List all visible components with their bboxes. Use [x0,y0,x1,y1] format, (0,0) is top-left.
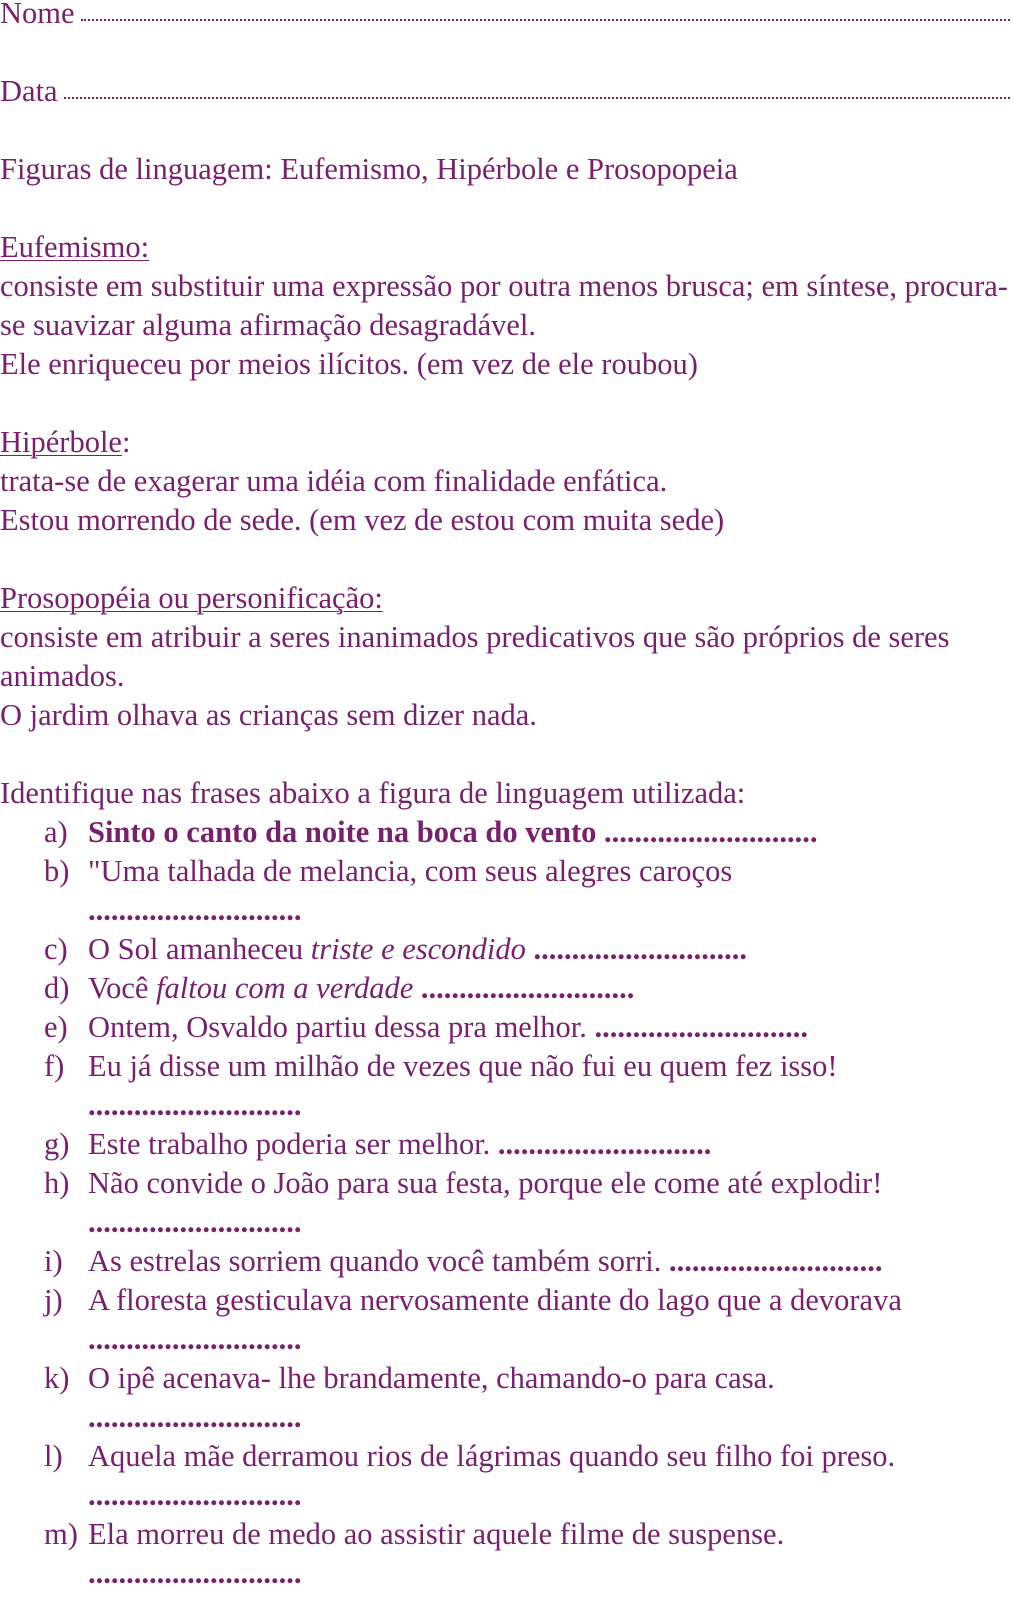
answer-blank[interactable]: ............................ [669,1244,883,1278]
hiperbole-example: Estou morrendo de sede. (em vez de estou com muita sede) [0,503,725,537]
date-line [0,72,1010,111]
item-text: A floresta gesticulava nervosamente diante do lago que a devorava [88,1283,902,1317]
answer-blank[interactable]: ............................ [88,1205,302,1239]
exercise-item-e [0,1008,1010,1047]
item-letter: i) [44,1244,63,1278]
eufemismo-heading: Eufemismo: [0,230,150,264]
item-text: Você [88,971,157,1005]
answer-blank[interactable]: ............................ [88,1322,302,1356]
prosopopeia-section [0,579,1010,735]
exercise-list [0,813,1010,1593]
date-label: Data [0,74,58,108]
page-title: Figuras de linguagem: Eufemismo, Hipérbole e Prosopopeia [0,152,738,186]
exercise-item-j [0,1281,1010,1359]
answer-blank[interactable]: ............................ [88,1088,302,1122]
name-line [0,0,1010,33]
item-letter: j) [44,1283,63,1317]
item-letter: a) [44,815,68,849]
item-letter: d) [44,971,70,1005]
eufemismo-definition: consiste em substituir uma expressão por outra menos brusca; em síntese, procura-se suavizar alguma afirmação desagradável. [0,269,1008,342]
item-letter: k) [44,1361,70,1395]
item-letter: l) [44,1439,63,1473]
item-text: "Uma talhada de melancia, com seus alegres caroços [88,854,733,888]
prosopopeia-definition: consiste em atribuir a seres inanimados predicativos que são próprios de seres animados. [0,620,950,693]
item-letter: m) [44,1517,78,1551]
item-letter: e) [44,1010,68,1044]
prosopopeia-example: O jardim olhava as crianças sem dizer nada. [0,698,537,732]
answer-blank[interactable]: ............................ [497,1127,712,1161]
exercise-item-c [0,930,1010,969]
answer-blank[interactable]: ............................ [88,893,302,927]
answer-blank[interactable]: ............................ [88,1400,302,1434]
exercise-item-k [0,1359,1010,1437]
hiperbole-definition: trata-se de exagerar uma idéia com finalidade enfática. [0,464,668,498]
exercise-item-l [0,1437,1010,1515]
item-letter: b) [44,854,70,888]
exercise-item-m [0,1515,1010,1593]
item-text: O ipê acenava- lhe brandamente, chamando-o para casa. [88,1361,775,1395]
item-letter: h) [44,1166,70,1200]
answer-blank[interactable]: ............................ [533,932,748,966]
name-label: Nome [0,0,75,30]
hiperbole-section [0,423,1010,540]
item-letter: g) [44,1127,70,1161]
item-text: Este trabalho poderia ser melhor. [88,1127,491,1161]
item-text: Ela morreu de medo ao assistir aquele filme de suspense. [88,1517,785,1551]
exercise-item-i [0,1242,1010,1281]
item-text: Ontem, Osvaldo partiu dessa pra melhor. [88,1010,587,1044]
item-text: Sinto o canto da noite na boca do vento [88,815,597,849]
answer-blank[interactable]: ............................ [604,815,818,849]
hiperbole-heading-colon: : [121,425,131,459]
date-blank[interactable] [64,97,1010,99]
item-text-italic: faltou com a verdade [156,971,414,1005]
exercise-instruction: Identifique nas frases abaixo a figura de linguagem utilizada: [0,776,746,810]
answer-blank[interactable]: ............................ [420,971,635,1005]
answer-blank[interactable]: ............................ [594,1010,809,1044]
eufemismo-section [0,228,1010,384]
item-text: As estrelas sorriem quando você também sorri. [88,1244,662,1278]
prosopopeia-heading: Prosopopéia ou personificação: [0,581,383,615]
answer-blank[interactable]: ............................ [88,1556,302,1590]
item-text: Não convide o João para sua festa, porque ele come até explodir! [88,1166,883,1200]
exercise-item-f [0,1047,1010,1125]
item-letter: c) [44,932,68,966]
item-text: Aquela mãe derramou rios de lágrimas quando seu filho foi preso. [88,1439,896,1473]
exercise-item-b [0,852,1010,930]
item-text: O Sol amanheceu [88,932,311,966]
answer-blank[interactable]: ............................ [88,1478,302,1512]
exercise-item-h [0,1164,1010,1242]
exercise-item-g [0,1125,1010,1164]
item-letter: f) [44,1049,65,1083]
eufemismo-example: Ele enriqueceu por meios ilícitos. (em vez de ele roubou) [0,347,698,381]
item-text: Eu já disse um milhão de vezes que não fui eu quem fez isso! [88,1049,838,1083]
exercise-item-d [0,969,1010,1008]
hiperbole-heading: Hipérbole [0,425,122,459]
item-text-italic: triste e escondido [310,932,526,966]
name-blank[interactable] [81,19,1010,21]
exercise-item-a [0,813,1010,852]
